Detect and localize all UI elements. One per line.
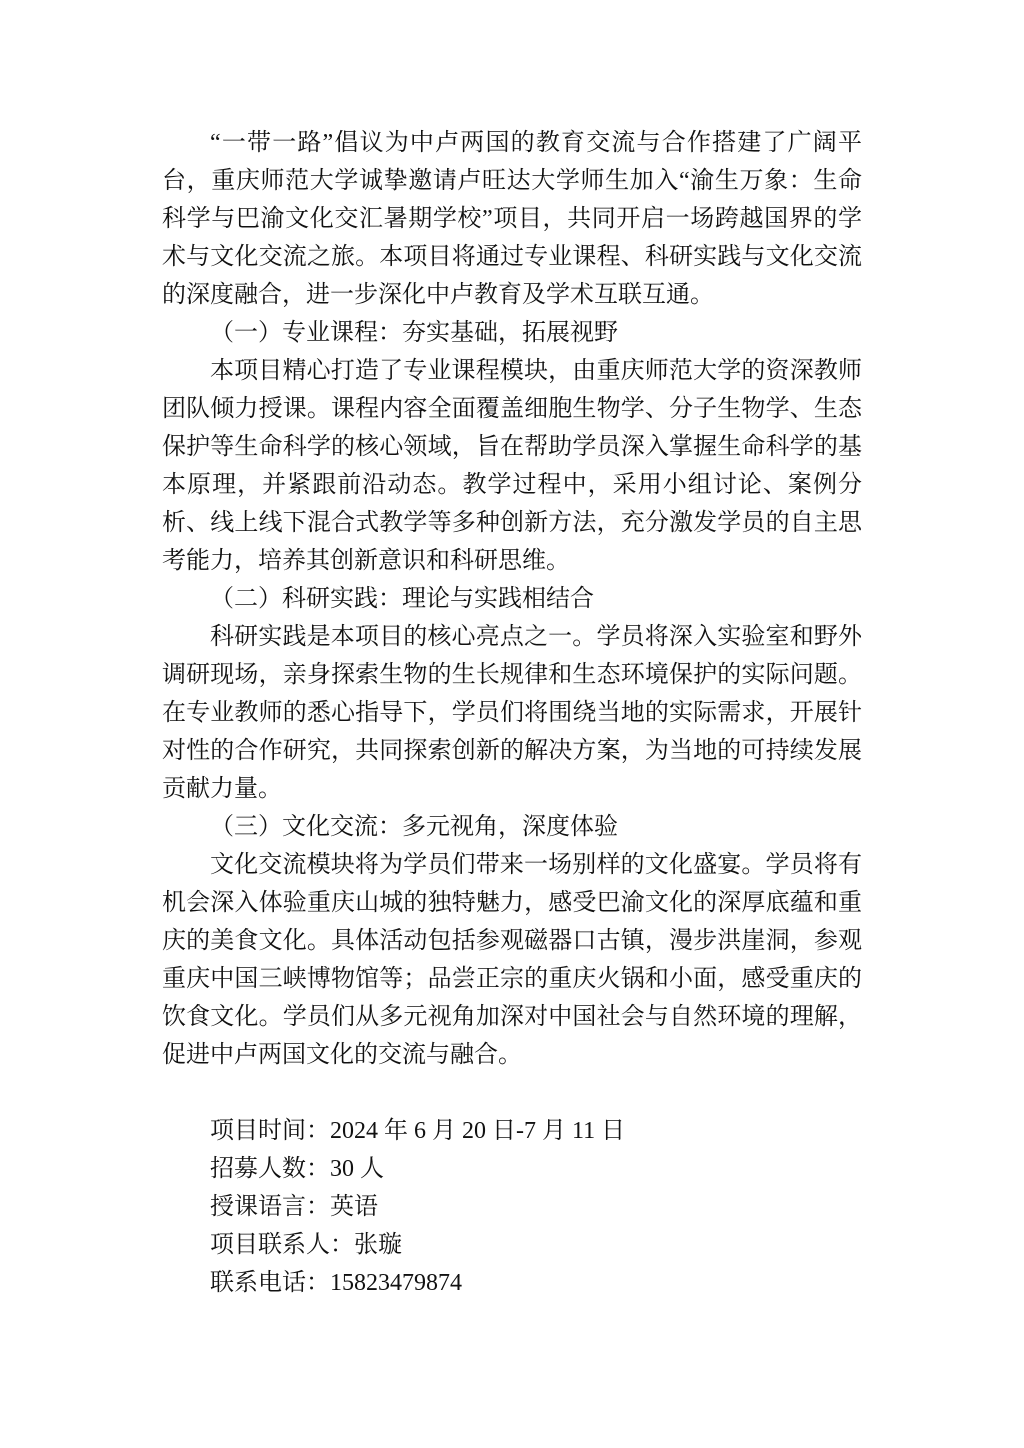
section-heading-2: （二）科研实践：理论与实践相结合 [210, 586, 594, 612]
section-paragraph-1: 本项目精心打造了专业课程模块，由重庆师范大学的资深教师团队倾力授课。课程内容全面覆盖细胞生物学、分子生物学、生态保护等生命科学的核心领域，旨在帮助学员深入掌握生命科学的基本原理，并紧跟前沿动态。教学过程中，采用小组讨论、案例分析、线上线下混合式教学等多种创新方法，充分激发学员的自主思考能力，培养其创新意识和科研思维。 [162, 358, 862, 574]
blank-line [162, 1074, 862, 1112]
section-paragraph-3: 文化交流模块将为学员们带来一场别样的文化盛宴。学员将有机会深入体验重庆山城的独特魅力，感受巴渝文化的深厚底蕴和重庆的美食文化。具体活动包括参观磁器口古镇，漫步洪崖洞，参观重庆中国三峡博物馆等；品尝正宗的重庆火锅和小面，感受重庆的饮食文化。学员们从多元视角加深对中国社会与自然环境的理解，促进中卢两国文化的交流与融合。 [162, 852, 862, 1068]
info-contact-phone: 联系电话：15823479874 [210, 1270, 462, 1296]
info-project-time: 项目时间：2024 年 6 月 20 日-7 月 11 日 [210, 1118, 626, 1144]
section-heading-1: （一）专业课程：夯实基础，拓展视野 [210, 320, 618, 346]
intro-paragraph: “一带一路”倡议为中卢两国的教育交流与合作搭建了广阔平台，重庆师范大学诚挚邀请卢旺达大学师生加入“渝生万象：生命科学与巴渝文化交汇暑期学校”项目，共同开启一场跨越国界的学术与文化交流之旅。本项目将通过专业课程、科研实践与文化交流的深度融合，进一步深化中卢教育及学术互联互通。 [162, 130, 862, 308]
document-body [162, 124, 862, 1302]
section-paragraph-2: 科研实践是本项目的核心亮点之一。学员将深入实验室和野外调研现场，亲身探索生物的生长规律和生态环境保护的实际问题。在专业教师的悉心指导下，学员们将围绕当地的实际需求，开展针对性的合作研究，共同探索创新的解决方案，为当地的可持续发展贡献力量。 [162, 624, 862, 802]
info-contact-person: 项目联系人：张璇 [210, 1232, 402, 1258]
section-heading-3: （三）文化交流：多元视角，深度体验 [210, 814, 618, 840]
info-recruit-count: 招募人数：30 人 [210, 1156, 384, 1182]
info-language: 授课语言：英语 [210, 1194, 378, 1220]
